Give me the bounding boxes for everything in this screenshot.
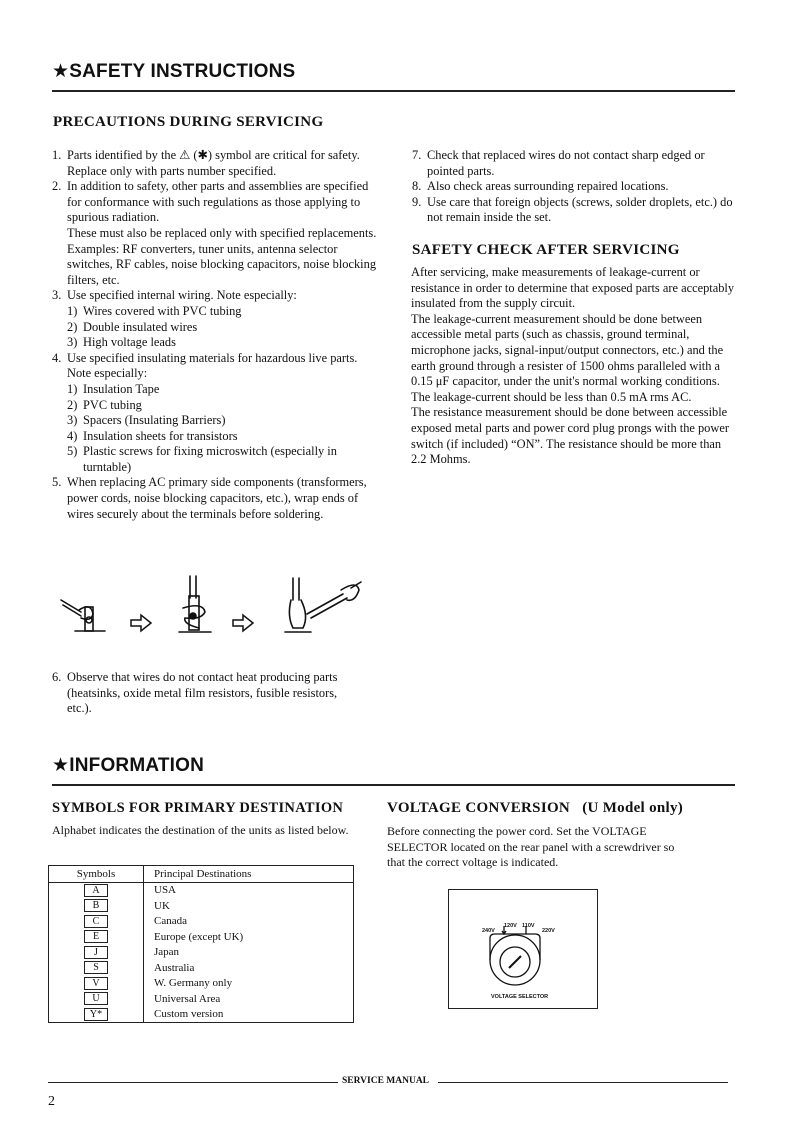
list-item: 3. Use specified internal wiring. Note especially: 1) Wires covered with PVC tubing 2) Double insulated wires 3) High voltage leads (52, 288, 297, 350)
footer-label: SERVICE MANUAL (342, 1076, 430, 1086)
table-row: A USA (49, 882, 353, 898)
star-icon: ★ (52, 61, 70, 82)
label-220v: 220V (542, 928, 555, 934)
footer-rule-right (438, 1082, 728, 1083)
table-row: B UK (49, 898, 353, 914)
table-row: Y* Custom version (49, 1007, 353, 1023)
precautions-list-continued (412, 148, 737, 226)
list-item-6: 6. Observe that wires do not contact heat producing parts (heatsinks, oxide metal film resistors, fusible resistors, etc.). (52, 670, 338, 716)
precautions-list (52, 148, 377, 522)
precautions-heading: PRECAUTIONS DURING SERVICING (53, 114, 324, 130)
divider (52, 90, 735, 92)
voltage-selector-diagram (448, 889, 598, 1009)
divider (52, 784, 735, 786)
label-120v: 120V (504, 923, 517, 929)
list-item: 9. Use care that foreign objects (screws, solder droplets, etc.) do not remain inside the set. (412, 194, 733, 225)
star-icon: ★ (52, 755, 70, 776)
list-item: 7. Check that replaced wires do not contact sharp edged or pointed parts. (412, 148, 705, 178)
list-item: 2. In addition to safety, other parts and assemblies are specified for conformance with such regulations as those applying to spurious radiation. These must also be replaced only with specified replacements. Examples: RF converters, tuner units, antenna selector switches, RF cables, noise blocking capacitors, noise blocking filters, etc. (52, 179, 377, 287)
model-note: (U Model only) (582, 800, 684, 816)
label-110v: 110V (522, 923, 535, 929)
label-240v: 240V (482, 928, 495, 934)
table-row: E Europe (except UK) (49, 929, 353, 945)
list-item: 1. Parts identified by the ⚠ (✱) symbol are critical for safety. Replace only with parts number specified. (52, 148, 360, 178)
table-row: V W. Germany only (49, 976, 353, 992)
list-item: 5. When replacing AC primary side components (transformers, power cords, noise blocking capacitors, etc.), wrap ends of wires securely about the terminals before soldering. (52, 475, 367, 521)
list-item: 8. Also check areas surrounding repaired locations. (412, 179, 669, 194)
label-voltage-selector: VOLTAGE SELECTOR (491, 994, 549, 1000)
safety-check-body: After servicing, make measurements of leakage-current or resistance in order to determine that exposed parts are acceptably insulated from the supply circuit. The leakage-current measurement should be done between accessible metal parts (such as chassis, ground terminal, microphone jacks, signal-input/output connectors, etc.) and the earth ground through a resister of 1500 ohms paralleled with a 0.15 μF capacitor, under the unit's normal working conditions. The leakage-current should be less than 0.5 mA rms AC. The resistance measurement should be done between accessible exposed metal parts and power cord plug prongs with the power switch (if included) “ON”. The resistance should be more than 2.2 Mohms. (411, 265, 735, 467)
information-title: ★INFORMATION (52, 755, 205, 776)
destination-table (48, 865, 354, 1023)
list-item: 4. Use specified insulating materials for hazardous live parts. Note especially: 1) Insulation Tape 2) PVC tubing 3) Spacers (Insulating Barriers) 4) Insulation sheets for transistors 5) Plastic screws for fixing microswitch (especially in turntable) (52, 350, 358, 474)
safety-check-heading: SAFETY CHECK AFTER SERVICING (412, 242, 680, 258)
voltage-heading: VOLTAGE CONVERSION (U Model only) (387, 800, 684, 816)
wire-wrapping-illustration (55, 572, 365, 644)
symbols-heading: SYMBOLS FOR PRIMARY DESTINATION (52, 800, 344, 816)
footer-rule-left (48, 1082, 338, 1083)
safety-title: ★SAFETY INSTRUCTIONS (52, 61, 296, 82)
table-row: S Australia (49, 960, 353, 976)
table-row: J Japan (49, 945, 353, 961)
table-header: Symbols Principal Destinations (49, 866, 353, 882)
voltage-text: Before connecting the power cord. Set the VOLTAGE SELECTOR located on the rear panel with a screwdriver so that the correct voltage is indicated. (387, 824, 675, 869)
page-number: 2 (48, 1094, 55, 1109)
symbols-intro: Alphabet indicates the destination of the units as listed below. (52, 823, 349, 837)
table-row: C Canada (49, 914, 353, 930)
table-row: U Universal Area (49, 991, 353, 1007)
